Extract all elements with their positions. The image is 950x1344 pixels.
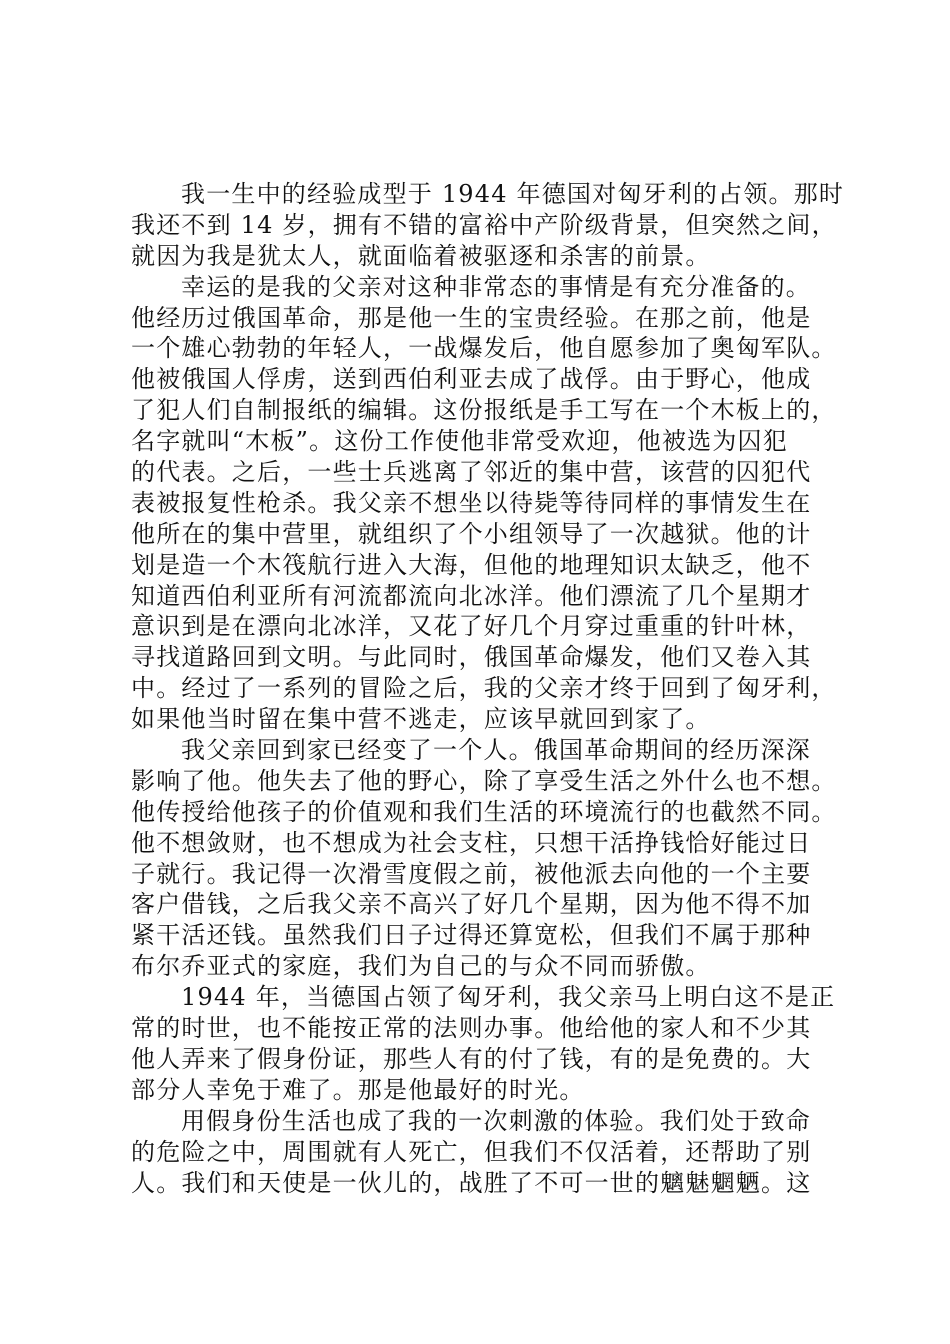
text-line: 我父亲回到家已经变了一个人。俄国革命期间的经历深深 [181, 736, 811, 765]
text-line: 影响了他。他失去了他的野心，除了享受生活之外什么也不想。 [131, 766, 837, 795]
text-line: 寻找道路回到文明。与此同时，俄国革命爆发，他们又卷入其 [131, 643, 812, 672]
text-line: 的代表。之后，一些士兵逃离了邻近的集中营，该营的囚犯代 [131, 458, 812, 487]
text-line: 子就行。我记得一次滑雪度假之前，被他派去向他的一个主要 [131, 859, 812, 888]
text-line: 划是造一个木筏航行进入大海，但他的地理知识太缺乏，他不 [131, 550, 812, 579]
text-line: 的危险之中，周围就有人死亡，但我们不仅活着，还帮助了别 [131, 1137, 812, 1166]
text-line: 知道西伯利亚所有河流都流向北冰洋。他们漂流了几个星期才 [131, 581, 812, 610]
text-line: 一个雄心勃勃的年轻人，一战爆发后，他自愿参加了奥匈军队。 [131, 334, 837, 363]
text-line: 就因为我是犹太人，就面临着被驱逐和杀害的前景。 [131, 241, 711, 270]
text-line: 名字就叫“木板”。这份工作使他非常受欢迎，他被选为囚犯 [131, 427, 788, 456]
text-line: 紧干活还钱。虽然我们日子过得还算宽松，但我们不属于那种 [131, 921, 812, 950]
text-line: 布尔乔亚式的家庭，我们为自己的与众不同而骄傲。 [131, 952, 711, 981]
text-line: 部分人幸免于难了。那是他最好的时光。 [131, 1075, 585, 1104]
text-line: 意识到是在漂向北冰洋，又花了好几个月穿过重重的针叶林， [131, 612, 812, 641]
text-line: 用假身份生活也成了我的一次刺激的体验。我们处于致命 [181, 1106, 811, 1135]
text-line: 他传授给他孩子的价值观和我们生活的环境流行的也截然不同。 [131, 797, 837, 826]
text-line: 他不想敛财，也不想成为社会支柱，只想干活挣钱恰好能过日 [131, 828, 812, 857]
text-line: 常的时世，也不能按正常的法则办事。他给他的家人和不少其 [131, 1014, 812, 1043]
text-line: 表被报复性枪杀。我父亲不想坐以待毙等待同样的事情发生在 [131, 488, 812, 517]
text-line: 他被俄国人俘虏，送到西伯利亚去成了战俘。由于野心，他成 [131, 365, 812, 394]
text-line: 幸运的是我的父亲对这种非常态的事情是有充分准备的。 [181, 272, 811, 301]
text-line: 如果他当时留在集中营不逃走，应该早就回到家了。 [131, 705, 711, 734]
text-line: 客户借钱，之后我父亲不高兴了好几个星期，因为他不得不加 [131, 890, 812, 919]
text-line: 我还不到 14 岁，拥有不错的富裕中产阶级背景，但突然之间， [131, 210, 837, 239]
text-line: 我一生中的经验成型于 1944 年德国对匈牙利的占领。那时 [181, 180, 845, 208]
text-line: 中。经过了一系列的冒险之后，我的父亲才终于回到了匈牙利， [131, 674, 837, 703]
text-line: 他经历过俄国革命，那是他一生的宝贵经验。在那之前，他是 [131, 303, 812, 332]
document-body [131, 179, 845, 1198]
text-line: 人。我们和天使是一伙儿的，战胜了不可一世的魑魅魍魉。这 [131, 1168, 812, 1197]
text-line: 他所在的集中营里，就组织了个小组领导了一次越狱。他的计 [131, 519, 812, 548]
text-line: 1944 年，当德国占领了匈牙利，我父亲马上明白这不是正 [181, 983, 836, 1012]
text-line: 他人弄来了假身份证，那些人有的付了钱，有的是免费的。大 [131, 1044, 812, 1073]
text-line: 了犯人们自制报纸的编辑。这份报纸是手工写在一个木板上的， [131, 396, 837, 425]
